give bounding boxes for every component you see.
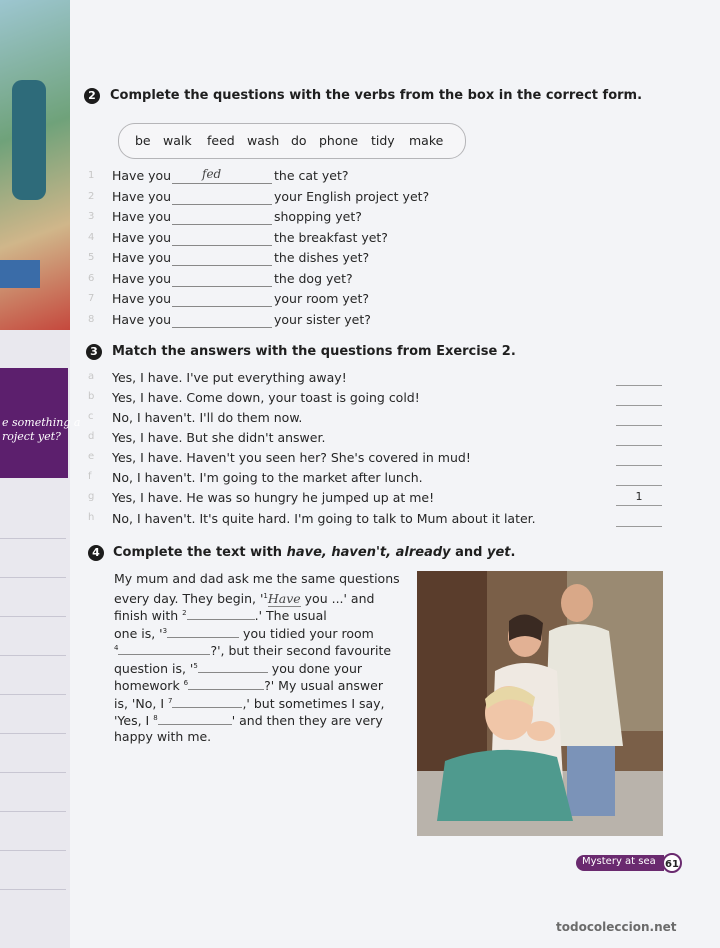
answer-blank[interactable] xyxy=(172,209,272,225)
word-tidy: tidy xyxy=(371,133,395,148)
exercise-3-instruction: Match the answers with the questions from Exercise 2. xyxy=(112,344,516,359)
question-row xyxy=(88,250,448,270)
question-number: 3 xyxy=(88,211,95,222)
text-segment: .' The usual xyxy=(254,608,327,624)
gap-blank[interactable] xyxy=(158,712,232,725)
match-blank[interactable] xyxy=(616,390,662,406)
gap-answer[interactable]: Have xyxy=(267,590,301,606)
question-start: Have you xyxy=(112,189,172,204)
question-end: the cat yet? xyxy=(274,168,349,183)
question-end: the dog yet? xyxy=(274,271,353,286)
question-number: 6 xyxy=(88,273,95,284)
answer-letter: g xyxy=(88,491,95,502)
instruction-part: Complete the text with xyxy=(113,545,287,560)
cartoon-illustration xyxy=(0,0,70,330)
question-row xyxy=(88,189,448,209)
answer-letter: h xyxy=(88,512,95,523)
answer-letter: c xyxy=(88,411,94,422)
band-text-line1: e something a xyxy=(2,416,81,429)
text-segment: ,' but sometimes I say, xyxy=(242,695,385,711)
text-segment: ' and then they are very xyxy=(231,713,383,729)
answer-row xyxy=(88,470,668,490)
handwritten-answer: fed xyxy=(202,167,222,181)
match-blank[interactable] xyxy=(616,470,662,486)
text-segment: you done your xyxy=(267,660,363,676)
question-number: 5 xyxy=(88,252,95,263)
writing-lines xyxy=(0,500,66,920)
question-row xyxy=(88,271,448,291)
answer-letter: a xyxy=(88,371,95,382)
gap-number: 1 xyxy=(263,591,268,600)
question-row xyxy=(88,291,448,311)
match-blank[interactable] xyxy=(616,511,662,527)
question-end: shopping yet? xyxy=(274,209,362,224)
answer-text: Yes, I have. I've put everything away! xyxy=(112,370,347,385)
gap-blank[interactable] xyxy=(172,695,242,708)
answer-text: Yes, I have. He was so hungry he jumped up at me! xyxy=(112,490,435,505)
text-segment: every day. They begin, ' xyxy=(114,590,264,606)
unit-title: Mystery at sea xyxy=(582,856,656,867)
text-segment: you ...' and xyxy=(300,590,375,606)
answer-row xyxy=(88,450,668,470)
question-start: Have you xyxy=(112,250,172,265)
text-segment: question is, ' xyxy=(114,660,194,676)
text-segment: 'Yes, I xyxy=(114,713,154,729)
text-segment: is, 'No, I xyxy=(114,695,168,711)
question-end: your English project yet? xyxy=(274,189,430,204)
answer-text: No, I haven't. I'm going to the market after lunch. xyxy=(112,470,423,485)
exercise-2-instruction: Complete the questions with the verbs from the box in the correct form. xyxy=(110,88,643,103)
gap-blank[interactable] xyxy=(167,625,239,638)
word-phone: phone xyxy=(319,133,359,148)
answer-blank[interactable] xyxy=(172,312,272,328)
answer-row xyxy=(88,410,668,430)
exercise-4-number: 4 xyxy=(88,545,104,561)
answer-letter: d xyxy=(88,431,95,442)
answer-letter: f xyxy=(88,471,92,482)
instruction-part: . xyxy=(510,545,516,560)
page-number: 61 xyxy=(662,853,682,873)
gap-number: 4 xyxy=(114,644,119,652)
text-line: My mum and dad ask me the same questions xyxy=(114,571,400,586)
answer-text: No, I haven't. It's quite hard. I'm going to talk to Mum about it later. xyxy=(112,511,536,526)
gap-number: 6 xyxy=(183,679,189,687)
text-segment: you tidied your room xyxy=(239,625,374,641)
text-segment: one is, ' xyxy=(114,625,163,641)
answer-letter: e xyxy=(88,451,95,462)
question-end: the dishes yet? xyxy=(274,250,370,265)
answer-blank[interactable] xyxy=(172,271,272,287)
gap-number: 3 xyxy=(162,626,168,635)
instruction-keyword-yet: yet xyxy=(487,545,511,560)
question-end: your room yet? xyxy=(274,291,370,306)
unit-footer-badge xyxy=(576,853,684,873)
text-line: happy with me. xyxy=(114,728,212,744)
answer-blank[interactable] xyxy=(172,168,272,184)
answer-blank[interactable] xyxy=(172,189,272,205)
text-segment: ?' My usual answer xyxy=(264,678,383,694)
question-end: your sister yet? xyxy=(274,312,371,327)
answer-text: Yes, I have. But she didn't answer. xyxy=(112,430,326,445)
answer-row xyxy=(88,370,668,390)
gap-blank[interactable] xyxy=(187,607,255,620)
gap-blank[interactable] xyxy=(188,677,264,690)
gap-number: 2 xyxy=(182,609,187,617)
gap-blank[interactable] xyxy=(118,642,210,655)
question-start: Have you xyxy=(112,312,172,327)
word-feed: feed xyxy=(207,133,235,148)
gap-fill-text xyxy=(114,570,406,745)
band-text-line2: roject yet? xyxy=(2,430,61,443)
exercise-3-number: 3 xyxy=(86,344,102,360)
question-start: Have you xyxy=(112,168,172,183)
answer-text: Yes, I have. Come down, your toast is going cold! xyxy=(112,390,420,405)
answer-row xyxy=(88,490,668,510)
word-make: make xyxy=(409,133,444,148)
question-number: 7 xyxy=(88,293,95,304)
question-start: Have you xyxy=(112,271,172,286)
question-row xyxy=(88,209,448,229)
answer-row xyxy=(88,430,668,450)
instruction-part: and xyxy=(450,545,488,560)
answer-text: No, I haven't. I'll do them now. xyxy=(112,410,303,425)
match-blank[interactable] xyxy=(616,430,662,446)
answer-blank[interactable] xyxy=(172,291,272,307)
answer-row xyxy=(88,511,668,531)
question-start: Have you xyxy=(112,291,172,306)
gap-number: 5 xyxy=(193,661,198,670)
match-blank[interactable] xyxy=(616,450,662,466)
answer-row xyxy=(88,390,668,410)
previous-page-edge xyxy=(0,0,81,948)
question-row xyxy=(88,168,448,188)
question-end: the breakfast yet? xyxy=(274,230,388,245)
text-segment: ?', but their second favourite xyxy=(210,643,392,659)
purple-caption-band xyxy=(0,368,81,478)
question-number: 8 xyxy=(88,314,95,325)
question-number: 2 xyxy=(88,191,95,202)
question-row xyxy=(88,230,448,250)
answer-blank[interactable] xyxy=(172,230,272,246)
word-wash: wash xyxy=(247,133,280,148)
match-blank[interactable] xyxy=(616,370,662,386)
text-segment: finish with xyxy=(114,608,183,624)
family-photo xyxy=(417,571,663,836)
answer-blank[interactable] xyxy=(172,250,272,266)
gap-blank[interactable] xyxy=(198,660,268,673)
question-number: 1 xyxy=(88,170,95,181)
exercise-2-number: 2 xyxy=(84,88,100,104)
word-do: do xyxy=(291,133,307,148)
question-start: Have you xyxy=(112,230,172,245)
answer-text: Yes, I have. Haven't you seen her? She's covered in mud! xyxy=(112,450,471,465)
watermark: todocoleccion.net xyxy=(556,920,677,934)
text-segment: homework xyxy=(114,678,184,694)
verb-word-box xyxy=(118,123,466,159)
word-walk: walk xyxy=(163,133,192,148)
word-be: be xyxy=(135,133,151,148)
question-number: 4 xyxy=(88,232,95,243)
instruction-keywords: have, haven't, already xyxy=(286,545,451,560)
question-start: Have you xyxy=(112,209,172,224)
answer-letter: b xyxy=(88,391,95,402)
match-blank[interactable] xyxy=(616,410,662,426)
exercise-4-instruction xyxy=(113,545,515,560)
gap-number: 8 xyxy=(153,714,158,722)
question-row xyxy=(88,312,448,332)
gap-number: 7 xyxy=(167,696,173,705)
match-blank[interactable]: 1 xyxy=(616,490,662,506)
